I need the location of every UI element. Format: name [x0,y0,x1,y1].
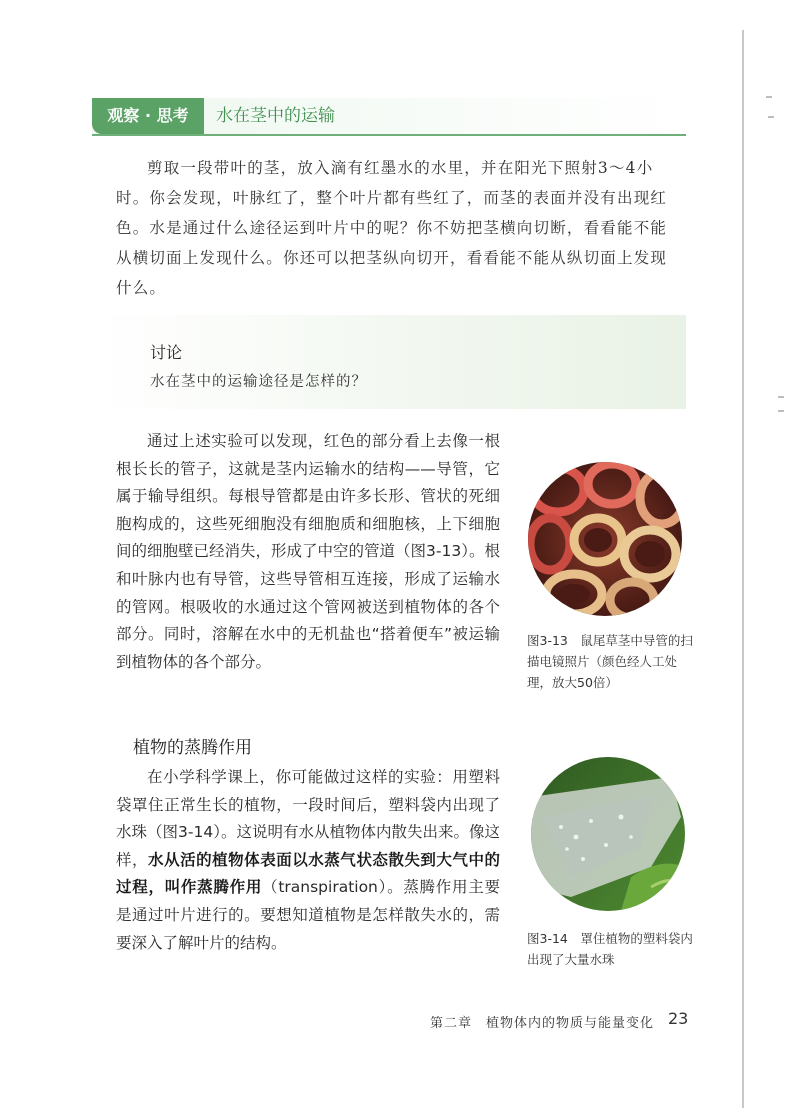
banner-title: 水在茎中的运输 [216,106,335,126]
paragraph-text: 在小学科学课上，你可能做过这样的实验：用塑料袋罩住正常生长的植物，一段时间后，塑料袋内出现了水珠（图3-14）。这说明有水从植物体内散失出来。像这样， [116,768,500,869]
margin-mark [778,410,784,412]
vessel-micrograph-image [528,462,682,616]
margin-mark [768,116,774,118]
paragraph-text: （transpiration）。蒸腾作用主要是通过叶片进行的。要想知道植物是怎样散失水的，需要深入了解叶片的结构。 [116,878,500,952]
figure-caption: 图3-14 罩住植物的塑料袋内出现了大量水珠 [527,931,693,967]
discussion-title: 讨论 [150,343,183,362]
figure-caption: 图3-13 鼠尾草茎中导管的扫描电镜照片（颜色经人工处理，放大50倍） [527,633,693,690]
chapter-title: 第二章 植物体内的物质与能量变化 [430,1016,655,1031]
page-number: 23 [668,1009,689,1028]
body-paragraph: 通过上述实验可以发现，红色的部分看上去像一根根长长的管子，这就是茎内运输水的结构——导管，它属于输导组织。每根导管都是由许多长形、管状的死细胞构成的，这些死细胞没有细胞质和细胞核，上下细胞间的细胞壁已经消失，形成了中空的管道（图3-13）。根和叶脉内也有导管，这些导管相互连接，形成了运输水的管网。根吸收的水通过这个管网被送到植物体的各个部分。同时，溶解在水中的无机盐也“搭着便车”被运输到植物体的各个部分。 [116,432,500,671]
section-banner [92,98,686,136]
discussion-question: 水在茎中的运输途径是怎样的？ [150,374,367,390]
margin-mark [778,396,784,398]
margin-mark [766,96,772,98]
plastic-bag-photo-image [531,757,685,911]
banner-label: 观察 · 思考 [92,98,204,134]
observation-text: 剪取一段带叶的茎，放入滴有红墨水的水里，并在阳光下照射3～4小时。你会发现，叶脉红了，整个叶片都有些红了，而茎的表面并没有出现红色。水是通过什么途径运到叶片中的呢？你不妨把茎横向切断，看看能不能从横切面上发现什么。你还可以把茎纵向切开，看看能不能从纵切面上发现什么。 [116,159,668,297]
definition-bold-text: 水从活的植物体表面以水蒸气状态散失到大气中的过程，叫作蒸腾作用 [116,850,500,897]
section-title: 植物的蒸腾作用 [133,738,252,758]
page-footer [430,1012,666,1031]
page-edge-line [742,30,744,1108]
body-paragraph [116,764,500,957]
